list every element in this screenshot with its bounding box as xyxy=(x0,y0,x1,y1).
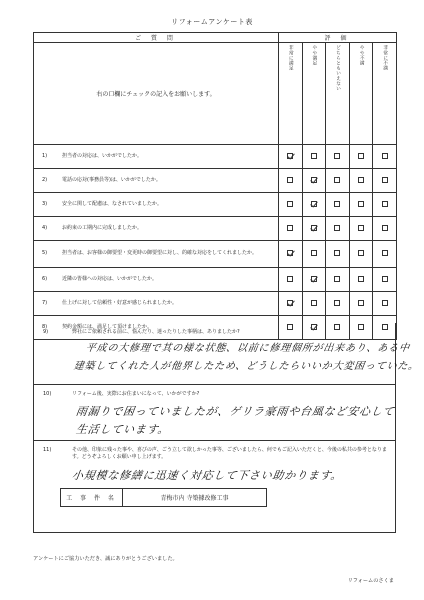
question-text: お約束の工期内に完成しましたか。 xyxy=(62,224,143,231)
free-question-text: リフォーム後、実際にお住まいになって、いかがですか? xyxy=(72,391,200,397)
question-text: 近隣の皆様への対応は、いかがでしたか。 xyxy=(62,275,158,282)
rating-checkbox[interactable] xyxy=(382,225,388,231)
question-number: 5) xyxy=(42,250,48,257)
rating-column-label: 非常に不満 xyxy=(382,45,388,71)
rating-checkbox[interactable] xyxy=(334,300,340,306)
evaluation-header: 評 価 xyxy=(279,33,397,43)
rating-cell xyxy=(326,193,350,217)
handwritten-answer-line: 建築してくれた人が他界したため、どうしたらいいか大変困っていた。 xyxy=(72,361,420,372)
rating-column-header xyxy=(302,43,326,145)
free-question-text: その他、印象に残った事や、喜びの声、ごう立して欲しかった事等、ございましたら、何でもご記入いただくと、今後の私共の参考となります。どうぞよろしくお願い申し上げます。 xyxy=(72,447,387,461)
rating-cell xyxy=(302,268,326,292)
rating-cell xyxy=(349,169,373,193)
rating-checkbox[interactable] xyxy=(311,177,317,183)
rating-checkbox[interactable] xyxy=(334,250,340,256)
question-text: 仕上げに対して信頼性・好意が感じられましたか。 xyxy=(62,299,178,306)
rating-column-label: やや満足 xyxy=(311,45,317,66)
question-cell xyxy=(34,241,279,268)
rating-checkbox[interactable] xyxy=(334,225,340,231)
question-row xyxy=(34,193,397,217)
rating-column-header xyxy=(326,43,350,145)
free-answer-10 xyxy=(33,385,396,441)
rating-cell xyxy=(279,292,303,316)
rating-column-header xyxy=(373,43,397,145)
company-name: リフォームのさくま xyxy=(347,578,394,584)
rating-cell xyxy=(326,145,350,169)
work-name-label: 工 事 件 名 xyxy=(61,489,123,507)
question-cell xyxy=(34,292,279,316)
rating-cell xyxy=(302,193,326,217)
question-number: 8) xyxy=(42,323,48,330)
rating-checkbox[interactable] xyxy=(382,177,388,183)
question-header: ご 質 問 xyxy=(34,33,279,43)
free-question-number: 10) xyxy=(43,391,52,397)
survey-table xyxy=(33,32,397,340)
work-name-value: 青梅市内 寺築據改修工事 xyxy=(123,489,267,507)
rating-checkbox[interactable] xyxy=(287,153,293,159)
question-number: 2) xyxy=(42,176,48,183)
rating-checkbox[interactable] xyxy=(382,300,388,306)
rating-checkbox[interactable] xyxy=(311,153,317,159)
rating-checkbox[interactable] xyxy=(311,201,317,207)
rating-checkbox[interactable] xyxy=(287,201,293,207)
rating-cell xyxy=(326,268,350,292)
question-cell xyxy=(34,145,279,169)
rating-checkbox[interactable] xyxy=(287,276,293,282)
rating-checkbox[interactable] xyxy=(287,300,293,306)
handwritten-answer-line: 生活しています。 xyxy=(75,423,171,436)
question-row xyxy=(34,145,397,169)
work-name-table xyxy=(60,488,267,507)
rating-cell xyxy=(373,169,397,193)
rating-cell xyxy=(279,217,303,241)
rating-cell xyxy=(302,145,326,169)
rating-cell xyxy=(349,193,373,217)
rating-cell xyxy=(373,193,397,217)
rating-cell xyxy=(326,241,350,268)
rating-cell xyxy=(326,292,350,316)
question-text: 電話の応対(事務員等)は、いかがでしたか。 xyxy=(62,176,161,183)
rating-checkbox[interactable] xyxy=(311,276,317,282)
rating-checkbox[interactable] xyxy=(382,276,388,282)
free-answer-11 xyxy=(33,441,396,533)
question-row xyxy=(34,169,397,193)
rating-column-label: 非常に満足 xyxy=(287,45,293,71)
rating-cell xyxy=(373,292,397,316)
question-text: 担当者は、お客様の御要望・変更時の御要望に対し、的確な対応をしてくれましたか。 xyxy=(62,250,258,257)
question-cell xyxy=(34,268,279,292)
rating-checkbox[interactable] xyxy=(287,250,293,256)
handwritten-answer-line: 平成の大修理で其の様な状態、以前に修理個所が出来あり、ある中 xyxy=(84,343,411,354)
question-row xyxy=(34,268,397,292)
question-row xyxy=(34,292,397,316)
rating-column-header xyxy=(279,43,303,145)
question-number: 4) xyxy=(42,224,48,231)
rating-checkbox[interactable] xyxy=(358,225,364,231)
rating-checkbox[interactable] xyxy=(358,300,364,306)
handwritten-answer-line: 雨漏りで困っていましたが、ゲリラ豪雨や台風など安心して xyxy=(75,405,396,418)
free-question-number: 9) xyxy=(43,329,49,335)
rating-cell xyxy=(302,292,326,316)
question-cell xyxy=(34,193,279,217)
rating-cell xyxy=(326,169,350,193)
rating-cell xyxy=(279,241,303,268)
rating-cell xyxy=(279,193,303,217)
rating-cell xyxy=(279,169,303,193)
question-cell xyxy=(34,169,279,193)
question-number: 7) xyxy=(42,299,48,306)
rating-checkbox[interactable] xyxy=(311,250,317,256)
form-title: リフォームアンケート表 xyxy=(171,18,253,26)
free-question-number: 11) xyxy=(43,447,52,453)
question-row xyxy=(34,241,397,268)
rating-checkbox[interactable] xyxy=(358,153,364,159)
rating-checkbox[interactable] xyxy=(334,153,340,159)
rating-cell xyxy=(373,241,397,268)
rating-cell xyxy=(279,268,303,292)
rating-cell xyxy=(349,241,373,268)
thank-you-note: アンケートにご協力いただき、誠にありがとうございました。 xyxy=(33,556,178,562)
rating-checkbox[interactable] xyxy=(311,300,317,306)
question-row xyxy=(34,217,397,241)
rating-checkbox[interactable] xyxy=(287,177,293,183)
rating-checkbox[interactable] xyxy=(311,225,317,231)
rating-cell xyxy=(302,241,326,268)
rating-checkbox[interactable] xyxy=(358,177,364,183)
rating-cell xyxy=(302,169,326,193)
rating-checkbox[interactable] xyxy=(334,276,340,282)
question-number: 6) xyxy=(42,275,48,282)
question-text: 安全に関して配慮は、なされていましたか。 xyxy=(62,200,163,207)
question-number: 1) xyxy=(42,152,48,159)
handwritten-answer-line: 小規模な修繕に迅速く対応して下さい助かります。 xyxy=(71,469,344,482)
rating-checkbox[interactable] xyxy=(358,201,364,207)
rating-checkbox[interactable] xyxy=(334,177,340,183)
question-number: 3) xyxy=(42,200,48,207)
rating-cell xyxy=(373,145,397,169)
rating-checkbox[interactable] xyxy=(382,153,388,159)
rating-cell xyxy=(279,145,303,169)
free-answer-9 xyxy=(33,323,420,385)
rating-checkbox[interactable] xyxy=(334,201,340,207)
rating-column-label: どちらともいえない xyxy=(335,45,340,91)
rating-checkbox[interactable] xyxy=(382,201,388,207)
rating-checkbox[interactable] xyxy=(382,250,388,256)
question-cell xyxy=(34,217,279,241)
question-text: 担当者の対応は、いかがでしたか。 xyxy=(62,152,143,159)
rating-checkbox[interactable] xyxy=(358,250,364,256)
rating-column-label: やや不満 xyxy=(358,45,364,66)
rating-cell xyxy=(326,217,350,241)
rating-column-header xyxy=(349,43,373,145)
free-question-text: 弊社にご依頼される前に、悩んだり、迷ったりした事柄は、ありましたか? xyxy=(72,329,240,335)
rating-cell xyxy=(349,268,373,292)
rating-cell xyxy=(302,217,326,241)
rating-cell xyxy=(349,145,373,169)
rating-cell xyxy=(349,292,373,316)
rating-cell xyxy=(373,217,397,241)
rating-cell xyxy=(349,217,373,241)
rating-checkbox[interactable] xyxy=(287,225,293,231)
rating-cell xyxy=(373,268,397,292)
instruction-text: 右の口欄にチェックの記入をお願いします。 xyxy=(34,43,279,145)
question-text: 契約金額には、満足して頂けましたか。 xyxy=(62,323,153,330)
rating-checkbox[interactable] xyxy=(358,276,364,282)
